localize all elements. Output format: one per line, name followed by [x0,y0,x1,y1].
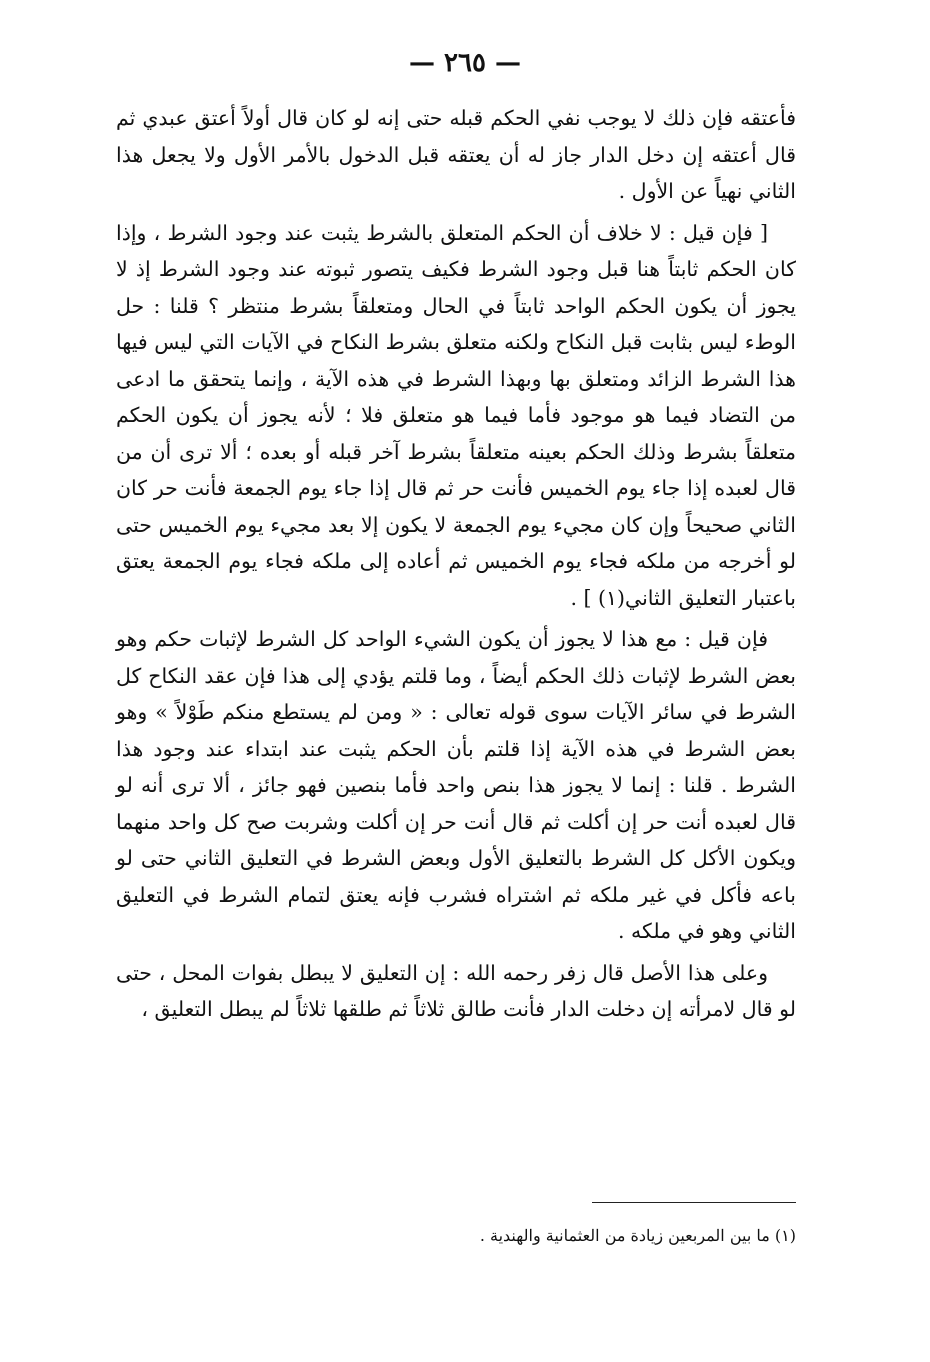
main-text [116,100,796,1033]
paragraph-2: [ فإن قيل : لا خلاف أن الحكم المتعلق بالشرط يثبت عند وجود الشرط ، وإذا كان الحكم ثابتاً هنا قبل وجود الشرط فكيف يتصور ثبوته عند وجود الشرط إذ لا يجوز أن يكون الحكم الواحد ثابتاً في الحال ومتعلقاً بشرط منتظر ؟ قلنا : حل الوطء ليس بثابت قبل النكاح ولكنه متعلق بشرط النكاح في الآيات التي ليس فيها هذا الشرط الزائد ومتعلق بها وبهذا الشرط في هذه الآية ، وإنما يتحقق ما ادعى من التضاد فيما هو موجود فأما فيما هو متعلق فلا ؛ لأنه يجوز أن يكون الحكم متعلقاً بشرط وذلك الحكم بعينه متعلقاً بشرط آخر قبله أو بعده ؛ ألا ترى أن من قال لعبده إذا جاء يوم الخميس فأنت حر ثم قال إذا جاء يوم الجمعة فأنت حر كان الثاني صحيحاً وإن كان مجيء يوم الجمعة لا يكون إلا بعد مجيء يوم الخميس حتى لو أخرجه من ملكه فجاء يوم الخميس ثم أعاده إلى ملكه فجاء يوم الجمعة يعتق باعتبار التعليق الثاني(١) ] . [116,220,796,610]
paragraph-1: فأعتقه فإن ذلك لا يوجب نفي الحكم قبله حتى إنه لو كان قال أولاً أعتق عبدي ثم قال أعتقه إن دخل الدار جاز له أن يعتقه قبل الدخول بالأمر الأول ولا يجعل هذا الثاني نهياً عن الأول . [116,106,796,203]
footnote: (١) ما بين المربعين زيادة من العثمانية والهندية . [479,1226,796,1245]
paragraph-3: فإن قيل : مع هذا لا يجوز أن يكون الشيء الواحد كل الشرط لإثبات حكم وهو بعض الشرط لإثبات ذلك الحكم أيضاً ، وما قلتم يؤدي إلى هذا فإن عقد النكاح كل الشرط في سائر الآيات سوى قوله تعالى : « ومن لم يستطع منكم طَوْلاً » وهو بعض الشرط في هذه الآية إذا قلتم بأن الحكم يثبت عند ابتداء عند وجود هذا الشرط . قلنا : إنما لا يجوز هذا بنص واحد فأما بنصين فهو جائز ، ألا ترى أنه لو قال لعبده أنت حر إن أكلت ثم قال أنت حر إن أكلت وشربت صح كل واحد منهما ويكون الأكل كل الشرط بالتعليق الأول وبعض الشرط في التعليق الثاني حتى لو باعه فأكل في غير ملكه ثم اشتراه فشرب فإنه يعتق لتمام الشرط في التعليق الثاني وهو في ملكه . [116,627,796,943]
paragraph-4: وعلى هذا الأصل قال زفر رحمه الله : إن التعليق لا يبطل بفوات المحل ، حتى لو قال لامرأته إن دخلت الدار فأنت طالق ثلاثاً ثم طلقها ثلاثاً لم يبطل التعليق ، [116,960,796,1021]
footnote-divider [592,1202,796,1203]
page-number: — ٢٦٥ — [408,48,522,78]
